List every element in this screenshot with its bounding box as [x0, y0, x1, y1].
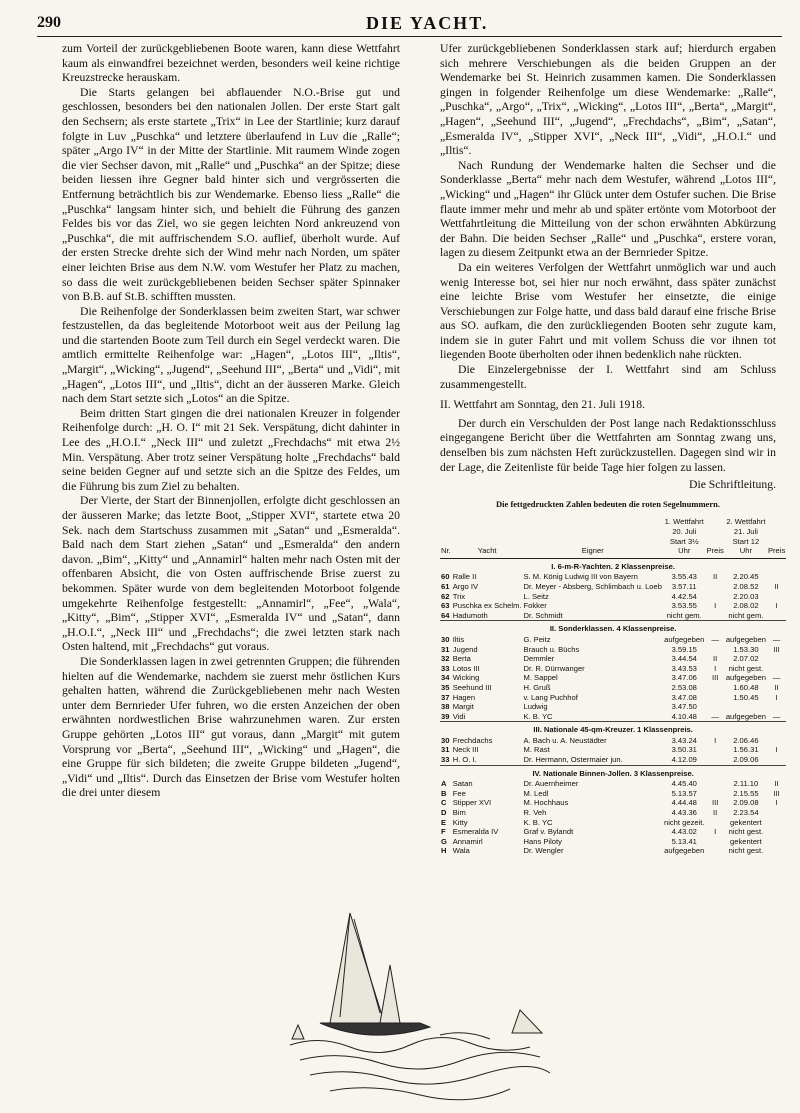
- table-row: [440, 664, 786, 674]
- cell-nr: 63: [441, 601, 450, 611]
- cell-p1: III: [711, 798, 719, 808]
- cell-yacht: H. O. I.: [452, 755, 477, 765]
- cell-p2: —: [772, 634, 781, 644]
- cell-nr: 31: [441, 745, 450, 755]
- cell-p1: —: [711, 634, 719, 644]
- class-heading-row: [440, 765, 786, 779]
- cell-p2: [767, 818, 786, 828]
- col-header-yacht: Yacht: [452, 517, 523, 558]
- table-row: [440, 645, 786, 655]
- col-header-race2: 2. Wettfahrt 21. Juli Start 12 Uhr: [725, 517, 767, 558]
- cell-p2: [767, 654, 786, 664]
- cell-nr: 33: [441, 663, 450, 673]
- table-row: [440, 635, 786, 645]
- cell-t2: 1.56.31: [733, 745, 759, 755]
- cell-t1: 4.10.48: [671, 711, 697, 721]
- cell-owner: Dr. R. Dürrwanger: [523, 663, 585, 673]
- cell-t2: gekentert: [730, 836, 762, 846]
- cell-p1: II: [713, 654, 718, 664]
- cell-p2: II: [774, 779, 779, 789]
- cell-yacht: Satan: [452, 779, 473, 789]
- cell-owner: Dr. Wengler: [523, 846, 564, 856]
- cell-p1: I: [714, 827, 717, 837]
- cell-nr: 64: [441, 610, 450, 620]
- cell-t2: nicht gest.: [728, 827, 764, 837]
- cell-t2: 2.09.06: [733, 755, 759, 765]
- cell-p1: [706, 592, 725, 602]
- cell-t2: aufgegeben: [725, 673, 766, 683]
- paragraph: Die Sonderklassen lagen in zwei getrennten Gruppen; die führenden hielten auf die Wendemarke, nachdem sie zuerst mehr östlichen Kurs gehalten hatten, während die Zurückgebliebenen mehr nach Westen unter dem Bernrieder Ufer fuhren, wo die ersten Anzeichen der oben erwähnten nordwestlichen Brise wahrzunehmen waren. Zur ersten Gruppe gehörten „Lotos III“ gut voraus, dann „Margit“ mit gutem Vorsprung vor „Berta“, „Seehund III“, „Wicking“ und „Hagen“, die eine Gruppe für sich bildeten; die zweite Gruppe bildeten „Jugend“, „Vidi“ und „Iltis“. Durch das Einsetzen der Brise vom Westufer holten die drei unter diesem: [62, 654, 400, 800]
- col-header-prize1: Preis: [706, 517, 725, 558]
- cell-yacht: Argo IV: [452, 581, 479, 591]
- class-heading: II. Sonderklassen. 4 Klassenpreise.: [440, 621, 786, 635]
- table-note: Die fettgedruckten Zahlen bedeuten die roten Segelnummern.: [496, 498, 720, 509]
- cell-t2: aufgegeben: [725, 711, 766, 721]
- table-row: [440, 693, 786, 703]
- cell-p2: [767, 611, 786, 621]
- table-row: [440, 611, 786, 621]
- cell-p2: [767, 808, 786, 818]
- cell-p2: [767, 572, 786, 582]
- cell-t1: 3.47.50: [671, 702, 697, 712]
- cell-t1: 3.43.24: [671, 735, 697, 745]
- running-title: DIE YACHT.: [366, 13, 489, 33]
- cell-t1: 3.53.55: [671, 601, 697, 611]
- cell-nr: 31: [441, 644, 450, 654]
- cell-yacht: Kitty: [452, 817, 468, 827]
- cell-owner: Brauch u. Büchs: [523, 644, 580, 654]
- paragraph: Ufer zurückgebliebenen Sonderklassen stark auf; hierdurch ergaben sich mehrere Verschiebungen als die beiden Gruppen an der Wendemarke bei St. Heinrich zusammen kamen. Die Sonderklassen gingen in folgender Reihenfolge um diese Wendemarke: „Ralle“, „Puschka“, „Argo“, „Trix“, „Wicking“, „Lotos III“, „Berta“, „Margit“, „Hagen“, „Seehund III“, „Jugend“, „Frechdachs“, „Bim“, „Satan“, „Esmeralda IV“, „Stipper XVI“, „Neck III“, „Vidi“, „H.O.I.“ und „Iltis“.: [440, 42, 776, 158]
- table-row: [440, 654, 786, 664]
- cell-t1: 4.45.40: [671, 779, 697, 789]
- col-header-owner: Eigner: [523, 517, 663, 558]
- paragraph: Nach Rundung der Wendemarke halten die Sechser und die Sonderklasse „Berta“ mehr nach dem Westufer, während „Lotos III“, „Wicking“ und „Hagen“ ihr Glück unter dem Ostufer suchen. Die Brise flaute immer mehr und mehr ab und später ertönte vom Motorboot der Wettfahrtleitung die Mitteilung von der schon erwähnten Abkürzung der Bahn. Die beiden Sechser „Ralle“ und „Puschka“, erstere voran, lagen zu diesem Zeitpunkt etwa an der Bernrieder Spitze.: [440, 158, 776, 260]
- col-header-race1: 1. Wettfahrt 20. Juli Start 3½ Uhr: [663, 517, 706, 558]
- cell-nr: 38: [441, 702, 450, 712]
- cell-p2: [767, 846, 786, 856]
- cell-p1: I: [714, 601, 717, 611]
- cell-nr: 35: [441, 682, 450, 692]
- cell-yacht: Neck III: [452, 745, 479, 755]
- cell-nr: H: [441, 846, 447, 856]
- paragraph: Der durch ein Verschulden der Post lange nach Redaktionsschluss eingegangene Bericht über die Wettfahrten am Sonntag zwang uns, denselben bis zum nächsten Heft zurückzustellen. Dagegen sind wir in der Lage, die Zeitenliste für beide Tage hier folgen zu lassen.: [440, 416, 776, 474]
- cell-owner: Dr. Auernheimer: [523, 779, 579, 789]
- cell-owner: M. Hochhaus: [523, 798, 569, 808]
- paragraph: Der Vierte, der Start der Binnenjollen, erfolgte dicht geschlossen an der äusseren Marke; das letzte Boot, „Stipper XVI“, startete etwa 20 Sek. nach dem Startschuss zusammen mit „Satan“ und „Esmeralda“. Bald nach dem Start ziehen „Satan“ und „Esmeralda“ den andern davon. „Bim“, „Kitty“ und „Annamirl“ halten mehr nach Osten mit der offenbaren Absicht, die von Osten auffrischende Brise zuerst zu bekommen. Später wurde von dem begleitenden Motorboot folgende umgekehrte Reihenfolge festgestellt: „Annamirl“, „Fee“, „Wala“, „Kitty“, „Bim“, „Stipper XVI“, „Esmeralda IV“ und „Satan“, dann „H.O.I.“, „Neck III“ und „Frechdachs“; die zwei letzten stark nach Osten haltend, mit „Frechdachs“ gut voraus.: [62, 494, 400, 654]
- table-row: [440, 601, 786, 611]
- cell-t1: 5.13.41: [671, 836, 697, 846]
- cell-p1: [706, 582, 725, 592]
- cell-p1: II: [713, 808, 718, 818]
- class-heading-row: [440, 621, 786, 635]
- cell-nr: D: [441, 808, 447, 818]
- col-header-nr: Nr.: [440, 517, 452, 558]
- cell-nr: 32: [441, 654, 450, 664]
- left-column: [62, 42, 400, 902]
- cell-t2: 2.07.02: [733, 654, 759, 664]
- cell-owner: Fokker: [523, 601, 547, 611]
- table-row: [440, 789, 786, 799]
- cell-p1: [706, 693, 725, 703]
- cell-owner: L. Seitz: [523, 591, 549, 601]
- cell-t2: 2.23.54: [733, 808, 759, 818]
- cell-nr: 33: [441, 755, 450, 765]
- cell-p1: [706, 745, 725, 755]
- signature: Die Schriftleitung.: [689, 478, 776, 492]
- cell-yacht: Frechdachs: [452, 735, 493, 745]
- cell-t1: 4.43.36: [671, 808, 697, 818]
- cell-t2: nicht gem.: [728, 610, 764, 620]
- col-header-prize2: Preis: [767, 517, 786, 558]
- cell-p2: [767, 702, 786, 712]
- paragraph: zum Vorteil der zurückgebliebenen Boote waren, kann diese Wettfahrt kaum als einwandfrei bezeichnet werden, besonders weil keine richtige Kreuzstrecke herauskam.: [62, 42, 400, 85]
- cell-owner: Hans Piloty: [523, 836, 562, 846]
- results-table: [440, 517, 786, 856]
- cell-p2: [767, 592, 786, 602]
- cell-p2: I: [775, 692, 778, 702]
- cell-t1: aufgegeben: [664, 846, 705, 856]
- cell-owner: Dr. Hermann, Ostermaier jun.: [523, 755, 623, 765]
- cell-owner: G. Peitz: [523, 634, 551, 644]
- table-row: [440, 798, 786, 808]
- cell-owner: A. Bach u. A. Neustädter: [523, 735, 607, 745]
- cell-t1: 3.47.06: [671, 673, 697, 683]
- cell-p2: I: [775, 798, 778, 808]
- cell-p2: [767, 755, 786, 765]
- cell-nr: 39: [441, 711, 450, 721]
- class-heading: I. 6-m-R-Yachten. 2 Klassenpreise.: [440, 558, 786, 572]
- cell-t2: 2.08.52: [733, 581, 759, 591]
- cell-t2: 1.50.45: [733, 692, 759, 702]
- cell-t1: nicht gem.: [666, 610, 702, 620]
- cell-owner: K. B. YC: [523, 711, 553, 721]
- cell-t2: nicht gest.: [728, 846, 764, 856]
- cell-t2: gekentert: [730, 817, 762, 827]
- cell-t1: 3.47.08: [671, 692, 697, 702]
- cell-p1: [706, 837, 725, 847]
- cell-p2: I: [775, 601, 778, 611]
- cell-t2: 1.53.30: [733, 644, 759, 654]
- cell-owner: M. Ledl: [523, 788, 549, 798]
- cell-t1: 4.12.09: [671, 755, 697, 765]
- cell-owner: Demmler: [523, 654, 555, 664]
- cell-t2: 2.08.02: [733, 601, 759, 611]
- cell-nr: 61: [441, 581, 450, 591]
- cell-owner: H. Gruß: [523, 682, 551, 692]
- cell-p1: [706, 702, 725, 712]
- cell-p1: [706, 683, 725, 693]
- cell-yacht: Puschka ex Schelm.: [452, 601, 522, 611]
- table-row: [440, 818, 786, 828]
- cell-yacht: Trix: [452, 591, 466, 601]
- cell-t1: 3.57.11: [671, 581, 697, 591]
- cell-t2: 2.20.45: [733, 572, 759, 582]
- cell-t2: nicht gest.: [728, 663, 764, 673]
- cell-nr: 62: [441, 591, 450, 601]
- cell-t1: 3.43.53: [671, 663, 697, 673]
- cell-t1: aufgegeben: [664, 634, 705, 644]
- table-row: [440, 808, 786, 818]
- cell-yacht: Berta: [452, 654, 471, 664]
- cell-t1: 3.50.31: [671, 745, 697, 755]
- table-row: [440, 582, 786, 592]
- cell-t2: [725, 702, 767, 712]
- cell-t2: 2.15.55: [733, 788, 759, 798]
- cell-p1: [706, 789, 725, 799]
- cell-nr: 60: [441, 572, 450, 582]
- paragraph: Die Starts gelangen bei abflauender N.O.-Brise gut und geschlossen, besonders bei den nationalen Jollen. Der erste Start galt den Sechsern; als erste startete „Trix“ in Lee der Startlinie; kurz darauf folgte in Luv „Puschka“ und letztere überlaufend in Luv die „Ralle“; später „Argo IV“ in der Mitte der Startlinie. Mit raumem Winde zogen die vier Sechser davon, mit „Ralle“ und „Puschka“ an der Spitze; diese beiden liessen ihre Gegner bald hinter sich und vergrösserten die Entfernung beträchtlich bis zur Wendemarke. Ebenso liess „Ralle“ die „Puschka“ langsam hinter sich, und behielt die Führung des ganzen Feldes bis vor das Ziel, wo sie gegen leichten Nord ankreuzend von „Puschka“, die mit auffrischendem S.O. auflief, überholt wurde. Auf der ersten Strecke drehte sich der Wind mehr nach Norden, um später einer leichten Brise aus dem N.W. vom Westufer her Platz zu machen, so dass die weit zurückgebliebenen beiden Sechser später Spinnaker von B.B. auf St.B. schifften mussten.: [62, 85, 400, 304]
- cell-owner: v. Lang Puchhof: [523, 692, 578, 702]
- page-number: 290: [37, 14, 61, 31]
- table-row: [440, 572, 786, 582]
- cell-t1: 4.44.48: [671, 798, 697, 808]
- cell-nr: B: [441, 788, 447, 798]
- class-heading: III. Nationale 45-qm-Kreuzer. 1 Klassenpreis.: [440, 722, 786, 736]
- cell-yacht: Vidi: [452, 711, 466, 721]
- cell-p2: III: [773, 788, 780, 798]
- cell-nr: C: [441, 798, 447, 808]
- cell-p1: [706, 818, 725, 828]
- paragraph: Die Einzelergebnisse der I. Wettfahrt sind am Schluss zusammengestellt.: [440, 363, 776, 391]
- cell-nr: E: [441, 817, 447, 827]
- cell-nr: 37: [441, 692, 450, 702]
- cell-yacht: Iltis: [452, 634, 465, 644]
- cell-yacht: Fee: [452, 788, 466, 798]
- cell-p2: II: [774, 682, 779, 692]
- cell-p1: I: [714, 735, 717, 745]
- cell-owner: Graf v. Bylandt: [523, 827, 574, 837]
- cell-p1: [706, 779, 725, 789]
- class-heading-row: [440, 558, 786, 572]
- cell-t2: 2.20.03: [733, 591, 759, 601]
- section-heading: II. Wettfahrt am Sonntag, den 21. Juli 1918.: [440, 398, 645, 412]
- cell-yacht: Stipper XVI: [452, 798, 492, 808]
- cell-yacht: Lotos III: [452, 663, 480, 673]
- paragraph: Die Reihenfolge der Sonderklassen beim zweiten Start, war schwer festzustellen, da das begleitende Motorboot weit aus der Peilung lag und die startenden Boote zum Teil durch ein Segel verdeckt waren. Die amtlich ermittelte Reihenfolge war: „Hagen“, „Lotos III“, „Iltis“, „Margit“, „Wicking“, „Jugend“, „Seehund III“, „Berta“ und „Vidi“, mit „Hagen“, „Lotos III“, und „Iltis“, dicht an der äusseren Marke. Gleich nach dem Start setzte sich „Lotos“ an die Spitze.: [62, 304, 400, 406]
- table-row: [440, 702, 786, 712]
- cell-t2: 2.09.08: [733, 798, 759, 808]
- cell-p1: I: [714, 663, 717, 673]
- cell-t2: 1.60.48: [733, 682, 759, 692]
- table-row: [440, 745, 786, 755]
- table-row: [440, 736, 786, 746]
- cell-t1: nicht gezeit.: [663, 817, 705, 827]
- right-column: [440, 42, 786, 856]
- cell-nr: F: [441, 827, 446, 837]
- cell-nr: 30: [441, 634, 450, 644]
- cell-p1: [706, 846, 725, 856]
- cell-owner: M. Rast: [523, 745, 550, 755]
- cell-yacht: Ralle II: [452, 572, 477, 582]
- cell-yacht: Jugend: [452, 644, 478, 654]
- cell-t1: 5.13.57: [671, 788, 697, 798]
- cell-owner: R. Veh: [523, 808, 547, 818]
- cell-yacht: Hadumoth: [452, 610, 488, 620]
- cell-nr: 34: [441, 673, 450, 683]
- cell-nr: 30: [441, 735, 450, 745]
- cell-p2: I: [775, 745, 778, 755]
- cell-owner: S. M. König Ludwig III von Bayern: [523, 572, 638, 582]
- cell-yacht: Wicking: [452, 673, 480, 683]
- class-heading: IV. Nationale Binnen-Jollen. 3 Klassenpreise.: [440, 765, 786, 779]
- table-row: [440, 846, 786, 856]
- cell-p1: [706, 645, 725, 655]
- cell-p1: [706, 611, 725, 621]
- sailboat-illustration: [280, 905, 570, 1105]
- class-heading-row: [440, 722, 786, 736]
- cell-yacht: Esmeralda IV: [452, 827, 499, 837]
- cell-p2: [767, 827, 786, 837]
- header-rule: [37, 36, 782, 37]
- cell-t2: aufgegeben: [725, 634, 766, 644]
- cell-p1: III: [711, 673, 719, 683]
- cell-yacht: Wala: [452, 846, 470, 856]
- cell-p1: [706, 755, 725, 765]
- cell-nr: G: [441, 836, 447, 846]
- cell-yacht: Seehund III: [452, 682, 492, 692]
- table-row: [440, 779, 786, 789]
- paragraph: Beim dritten Start gingen die drei nationalen Kreuzer in folgender Reihenfolge durch: „H. O. I“ mit 21 Sek. Verspätung, dicht dahinter in Lee des „H.O.I.“ „Neck III“ und zuletzt „Frechdachs“ mit etwa 2½ Min. Verspätung. Aber trotz seiner Verspätung holte „Frechdachs“ bald seine beiden Gegner auf und setzte sich an die Spitze des Feldes, um die Führung bis zum Ziel zu behalten.: [62, 406, 400, 493]
- cell-nr: A: [441, 779, 447, 789]
- cell-owner: M. Sappel: [523, 673, 558, 683]
- cell-p2: [767, 837, 786, 847]
- cell-p1: II: [713, 572, 718, 582]
- table-row: [440, 592, 786, 602]
- cell-yacht: Hagen: [452, 692, 476, 702]
- cell-p2: III: [773, 644, 780, 654]
- cell-yacht: Margit: [452, 702, 474, 712]
- table-row: [440, 837, 786, 847]
- cell-yacht: Annamirl: [452, 836, 483, 846]
- table-row: [440, 683, 786, 693]
- paragraph: Da ein weiteres Verfolgen der Wettfahrt unmöglich war und auch wenig Interesse bot, sei hier nur noch erwähnt, dass später zunächst eine leichte Brise vom Westufer her einsetzte, die einige Verschiebungen zur Folge hatte, und dass bald darauf eine frische Brise aus SO. aufkam, die den zurückliegenden Booten sehr zugute kam, indem sie in guter Fahrt und mit vollem Schuss die vor ihnen tot liegenden Boote überholten oder ihnen bedenklich nahe rückten.: [440, 260, 776, 362]
- table-row: [440, 755, 786, 765]
- cell-t1: 4.42.54: [671, 591, 697, 601]
- table-row: [440, 827, 786, 837]
- cell-owner: Dr. Meyer - Absberg, Schlimbach u. Loeb: [523, 581, 662, 591]
- cell-p2: —: [772, 711, 781, 721]
- cell-p2: II: [774, 581, 779, 591]
- cell-t1: 3.59.15: [671, 644, 697, 654]
- cell-t1: 3.55.43: [671, 572, 697, 582]
- cell-t1: 2.53.08: [671, 682, 697, 692]
- cell-t1: 4.43.02: [671, 827, 697, 837]
- cell-owner: Ludwig: [523, 702, 548, 712]
- cell-t2: 2.11.10: [733, 779, 759, 789]
- cell-owner: Dr. Schmidt: [523, 610, 563, 620]
- cell-p1: —: [711, 711, 719, 721]
- cell-owner: K. B. YC: [523, 817, 553, 827]
- results-body: [440, 558, 786, 856]
- cell-p2: [767, 736, 786, 746]
- cell-p2: —: [772, 673, 781, 683]
- cell-t1: 3.44.54: [671, 654, 697, 664]
- table-row: [440, 712, 786, 722]
- table-row: [440, 673, 786, 683]
- cell-t2: 2.06.46: [733, 735, 759, 745]
- cell-p2: [767, 664, 786, 674]
- cell-yacht: Bim: [452, 808, 466, 818]
